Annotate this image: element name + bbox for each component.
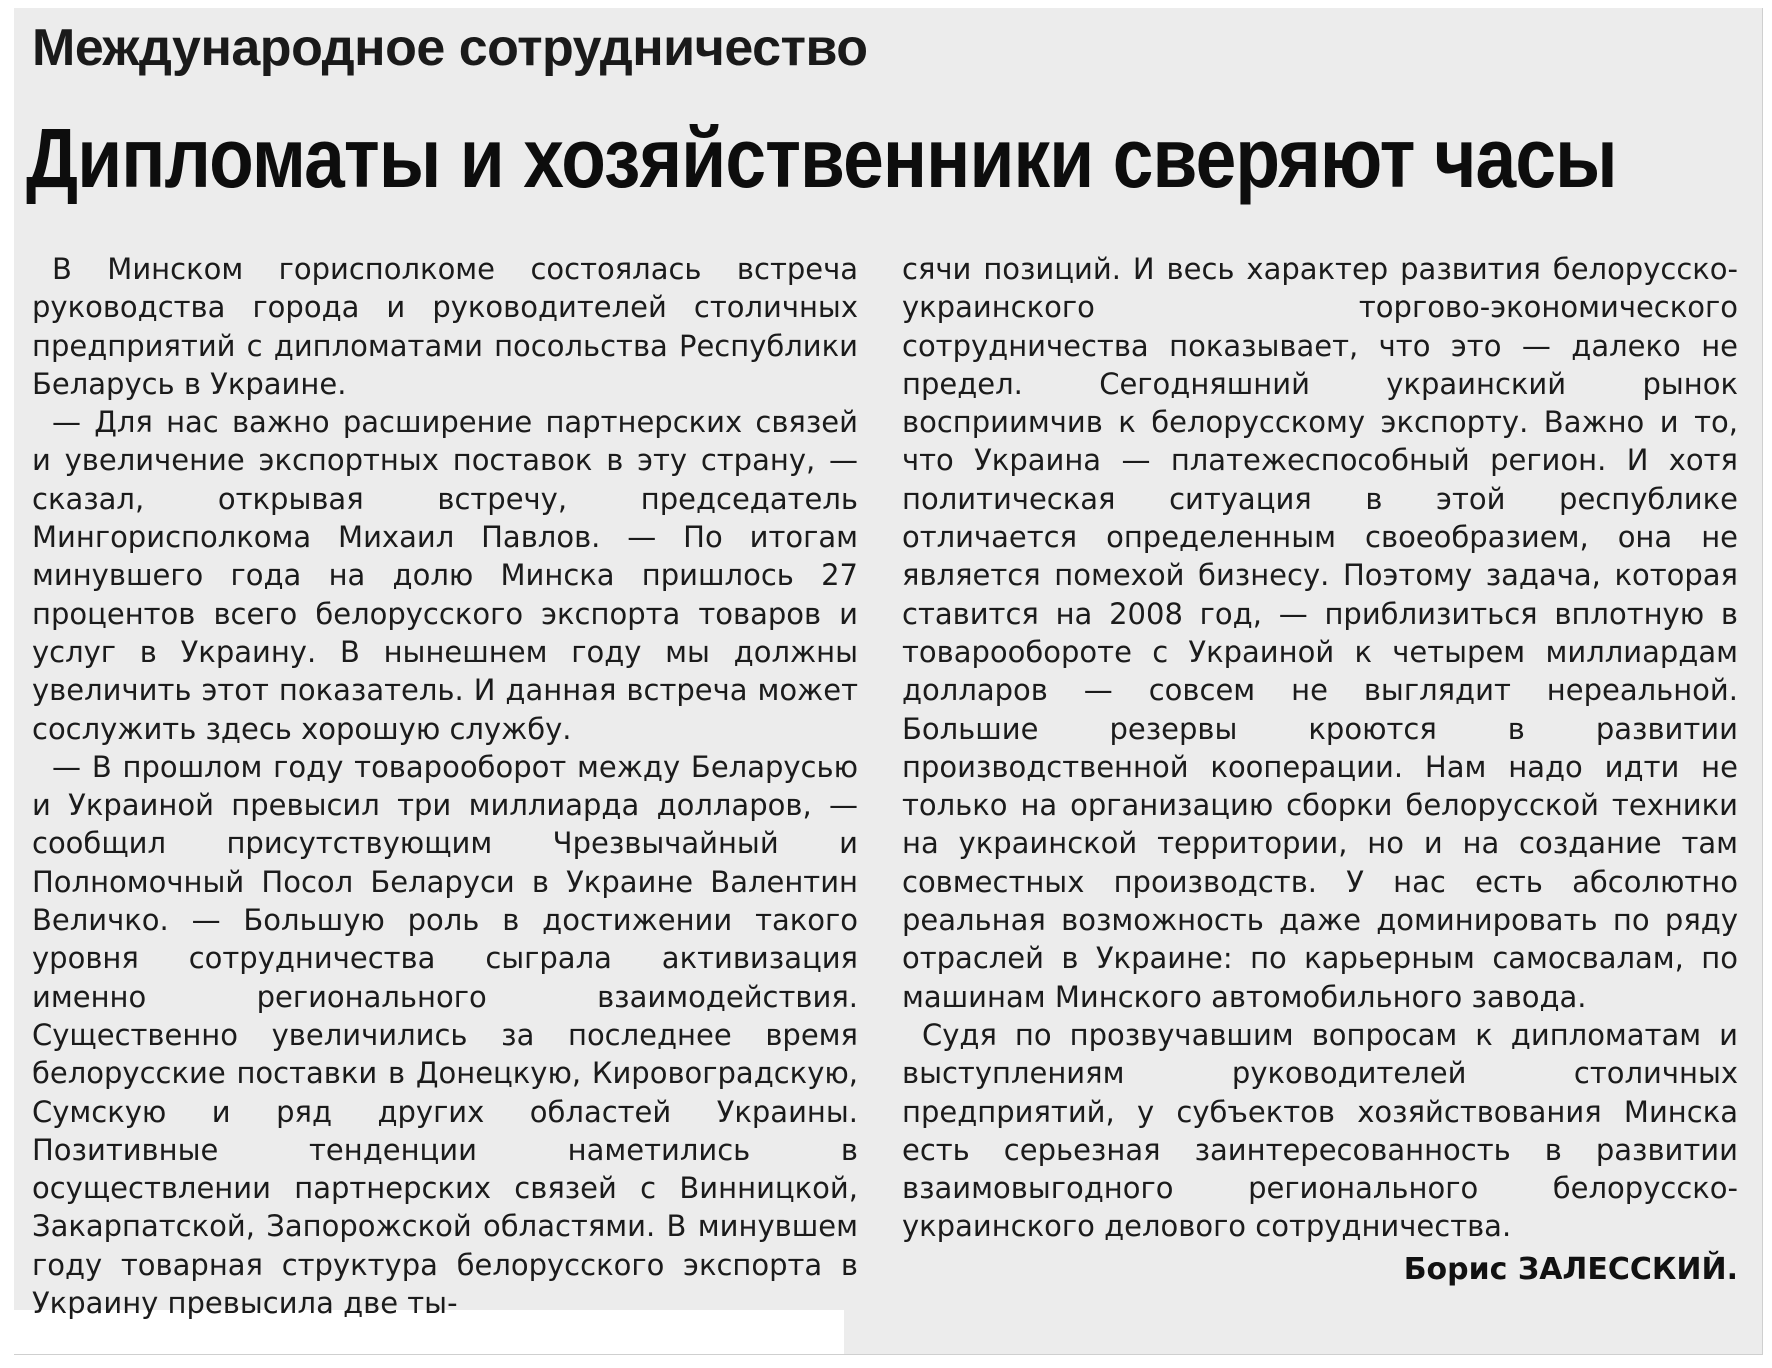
paragraph: В Минском горисполкоме состоялась встреча руководства города и руководителей столичных предприятий с дипломатами посольства Республики Беларусь в Украине.: [32, 252, 858, 401]
rubric-heading: Международное сотрудничество: [32, 19, 868, 77]
author-byline: Борис ЗАЛЕССКИЙ.: [1403, 1251, 1738, 1287]
article-column-right: [902, 250, 1738, 1290]
paragraph: Судя по прозвучавшим вопросам к дипломатам и выступлениям руководителей столичных предприятий, у субъектов хозяйствования Минска есть серьезная заинтересованность в развитии взаимовыгодного регионального белорусско-украинского делового сотрудничества.: [902, 1017, 1738, 1244]
article-column-left: [32, 250, 858, 1322]
article-headline: Дипломаты и хозяйственники сверяют часы: [26, 111, 1617, 205]
paragraph: сячи позиций. И весь характер развития белорусско-украинского торгово-экономического сотрудничества показывает, что это — далеко не предел. Сегодняшний украинский рынок восприимчив к белорусскому экспорту. Важно и то, что Украина — платежеспособный регион. И хотя политическая ситуация в этой республике отличается определенным своеобразием, она не является помехой бизнесу. Поэтому задача, которая ставится на 2008 год, — приблизиться вплотную в товарообороте с Украиной к четырем миллиардам долларов — совсем не выглядит нереальной. Большие резервы кроются в развитии производственной кооперации. Нам надо идти не только на организацию сборки белорусской техники на украинской территории, но и на создание там совместных производств. У нас есть абсолютно реальная возможность даже доминировать по ряду отраслей в Украине: по карьерным самосвалам, по машинам Минского автомобильного завода.: [902, 252, 1738, 1014]
paragraph: — В прошлом году товарооборот между Беларусью и Украиной превысил три миллиарда долларов, — сообщил присутствующим Чрезвычайный и Полномочный Посол Беларуси в Украине Валентин Величко. — Большую роль в достижении такого уровня сотрудничества сыграла активизация именно регионального взаимодействия. Существенно увеличились за последнее время белорусские поставки в Донецкую, Кировоградскую, Сумскую и ряд других областей Украины. Позитивные тенденции наметились в осуществлении партнерских связей с Винницкой, Закарпатской, Запорожской областями. В минувшем году товарная структура белорусского экспорта в Украину превысила две ты-: [32, 749, 858, 1321]
paragraph: — Для нас важно расширение партнерских связей и увеличение экспортных поставок в эту страну, — сказал, открывая встречу, председатель Мингорисполкома Михаил Павлов. — По итогам минувшего года на долю Минска пришлось 27 процентов всего белорусского экспорта товаров и услуг в Украину. В нынешнем году мы должны увеличить этот показатель. И данная встреча может сослужить здесь хорошую службу.: [32, 405, 858, 746]
